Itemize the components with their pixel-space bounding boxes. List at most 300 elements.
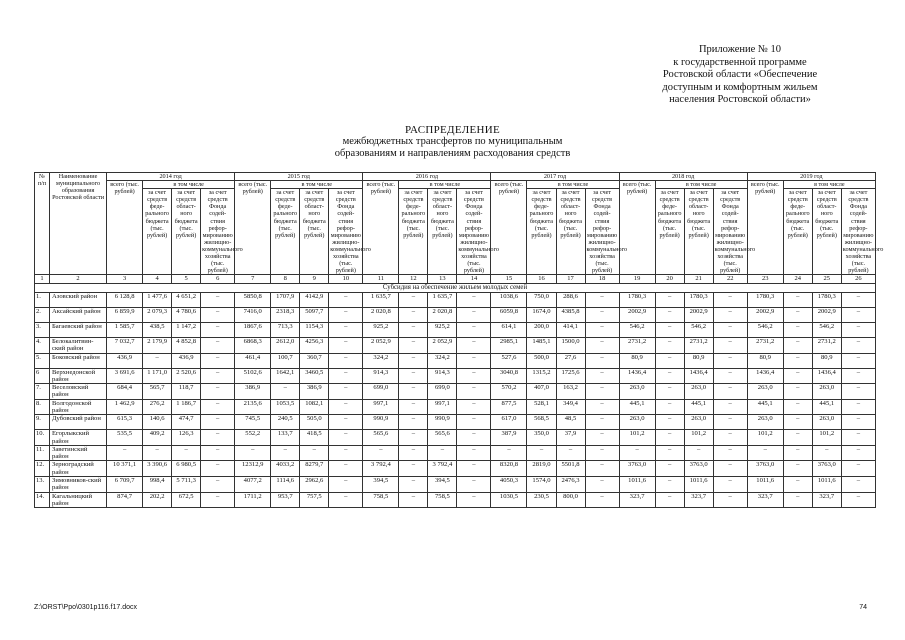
table-cell: 4256,3 (300, 337, 329, 353)
row-number: 10. (35, 430, 50, 446)
document-title (0, 124, 905, 160)
table-cell: – (585, 445, 619, 461)
table-cell: – (783, 415, 812, 430)
table-cell: – (329, 368, 363, 384)
appendix-header (645, 44, 835, 107)
municipality-name: Зимовников-ский район (50, 477, 107, 493)
table-cell: 990,9 (428, 415, 457, 430)
table-cell: – (201, 415, 235, 430)
column-number: 19 (619, 275, 655, 284)
table-cell: 414,1 (556, 322, 585, 337)
table-cell: – (713, 430, 747, 446)
table-cell: – (585, 322, 619, 337)
table-cell: – (329, 384, 363, 400)
column-number: 15 (491, 275, 527, 284)
column-number: 2 (50, 275, 107, 284)
table-cell: – (329, 399, 363, 415)
table-cell: 672,5 (172, 492, 201, 508)
table-row (35, 399, 876, 415)
federal-budget-header: за счет средств феде-рального бюджета (тыс. рублей) (399, 189, 428, 275)
total-header: всего (тыс. рублей) (491, 181, 527, 275)
table-cell: 6 859,9 (107, 307, 143, 322)
table-cell: – (783, 430, 812, 446)
table-cell: 445,1 (812, 399, 841, 415)
table-cell: – (713, 492, 747, 508)
table-cell: 2731,2 (684, 337, 713, 353)
table-cell: 2731,2 (619, 337, 655, 353)
table-cell: 3040,8 (491, 368, 527, 384)
table-cell: 565,6 (428, 430, 457, 446)
table-cell: 263,0 (747, 415, 783, 430)
table-cell: 552,2 (235, 430, 271, 446)
table-cell: 2 520,6 (172, 368, 201, 384)
table-cell: – (783, 353, 812, 368)
table-cell: 1315,2 (527, 368, 556, 384)
appendix-line-3: Ростовской области «Обеспечение (662, 69, 818, 80)
appendix-line-5: населения Ростовской области» (669, 94, 811, 105)
row-number: 6 (35, 368, 50, 384)
col-header-name: Наименование муниципального образования Ростовской области (50, 173, 107, 275)
table-cell: 80,9 (684, 353, 713, 368)
table-cell: 546,2 (747, 322, 783, 337)
table-cell: 546,2 (812, 322, 841, 337)
table-cell: – (201, 399, 235, 415)
table-cell: – (585, 461, 619, 477)
column-number: 18 (585, 275, 619, 284)
table-cell: 3 390,6 (143, 461, 172, 477)
table-cell: 1053,5 (271, 399, 300, 415)
table-cell: – (655, 384, 684, 400)
table-cell: – (399, 415, 428, 430)
regional-budget-header: за счет средств област-ного бюджета (тыс. рублей) (812, 189, 841, 275)
table-cell: 1 477,6 (143, 292, 172, 307)
table-cell: – (783, 477, 812, 493)
table-cell: 4142,9 (300, 292, 329, 307)
table-cell: 323,7 (812, 492, 841, 508)
table-row (35, 415, 876, 430)
federal-budget-header: за счет средств феде-рального бюджета (тыс. рублей) (271, 189, 300, 275)
table-cell: – (201, 368, 235, 384)
table-cell: 2 179,9 (143, 337, 172, 353)
table-cell: 2 052,9 (428, 337, 457, 353)
table-cell: 914,3 (363, 368, 399, 384)
table-cell: 1725,6 (556, 368, 585, 384)
table-cell: – (271, 384, 300, 400)
table-cell: – (329, 445, 363, 461)
table-cell: – (713, 399, 747, 415)
table-cell: 2819,0 (527, 461, 556, 477)
table-cell: 535,5 (107, 430, 143, 446)
table-cell: 445,1 (619, 399, 655, 415)
year-header: 2015 год (235, 173, 363, 181)
footer-file-path: Z:\ORST\Ppo\0301p116.f17.docx (34, 604, 137, 611)
table-cell: – (783, 461, 812, 477)
table-cell: 1574,0 (527, 477, 556, 493)
table-cell: 323,7 (684, 492, 713, 508)
table-cell: 6059,8 (491, 307, 527, 322)
table-cell: 1 635,7 (428, 292, 457, 307)
table-cell: 568,5 (527, 415, 556, 430)
table-row (35, 307, 876, 322)
table-cell: 4385,8 (556, 307, 585, 322)
table-cell: – (329, 477, 363, 493)
municipality-name: Верхнедонской район (50, 368, 107, 384)
table-cell: – (329, 307, 363, 322)
table-cell: – (399, 368, 428, 384)
table-cell: 1436,4 (619, 368, 655, 384)
municipality-name: Боковский район (50, 353, 107, 368)
table-cell: 7 032,7 (107, 337, 143, 353)
table-cell: – (585, 415, 619, 430)
table-cell: 1436,4 (812, 368, 841, 384)
table-cell: 100,7 (271, 353, 300, 368)
table-cell: 2 052,9 (363, 337, 399, 353)
table-cell: – (399, 430, 428, 446)
table-cell: – (783, 384, 812, 400)
table-cell: – (457, 492, 491, 508)
column-number: 8 (271, 275, 300, 284)
table-cell: 5097,7 (300, 307, 329, 322)
municipality-name: Веселовский район (50, 384, 107, 400)
regional-budget-header: за счет средств област-ного бюджета (тыс. рублей) (172, 189, 201, 275)
table-cell: – (329, 415, 363, 430)
table-cell: 7416,0 (235, 307, 271, 322)
table-cell: 276,2 (143, 399, 172, 415)
table-cell: – (300, 445, 329, 461)
table-cell: 1030,5 (491, 492, 527, 508)
table-cell: 3763,0 (619, 461, 655, 477)
municipality-name: Багаевский район (50, 322, 107, 337)
table-cell: 527,6 (491, 353, 527, 368)
appendix-line-1: Приложение № 10 (698, 44, 782, 55)
table-cell: – (201, 461, 235, 477)
table-cell: 4 852,8 (172, 337, 201, 353)
table-cell: 438,5 (143, 322, 172, 337)
table-cell: – (655, 399, 684, 415)
table-cell: 230,5 (527, 492, 556, 508)
table-cell: 5 711,3 (172, 477, 201, 493)
table-cell: 263,0 (619, 384, 655, 400)
table-header (35, 173, 884, 293)
table-cell: 324,2 (428, 353, 457, 368)
row-number: 1. (35, 292, 50, 307)
row-number: 2. (35, 307, 50, 322)
table-cell: – (201, 337, 235, 353)
table-cell: 757,5 (300, 492, 329, 508)
row-number: 5. (35, 353, 50, 368)
table-cell: – (655, 322, 684, 337)
table-cell: 27,6 (556, 353, 585, 368)
year-header: 2018 год (619, 173, 747, 181)
column-number: 20 (655, 275, 684, 284)
table-cell: 565,6 (363, 430, 399, 446)
fund-header: за счет средств Фонда содей-ствия рефор-мированию жилищно-коммунального хозяйства (тыс. рублей) (458, 189, 499, 275)
table-cell: – (143, 353, 172, 368)
table-row (35, 353, 876, 368)
regional-budget-header: за счет средств област-ного бюджета (тыс. рублей) (556, 189, 585, 275)
table-cell: 202,2 (143, 492, 172, 508)
table-cell: 2962,6 (300, 477, 329, 493)
table-cell: 1780,3 (619, 292, 655, 307)
table-cell: 546,2 (684, 322, 713, 337)
table-cell: – (841, 337, 875, 353)
table-cell: 3763,0 (812, 461, 841, 477)
column-number: 16 (527, 275, 556, 284)
municipality-name: Азовский район (50, 292, 107, 307)
table-cell: 3 691,6 (107, 368, 143, 384)
municipality-name: Заветинский район (50, 445, 107, 461)
table-cell: 1707,9 (271, 292, 300, 307)
table-cell: – (841, 461, 875, 477)
appendix-line-2: к государственной программе (673, 56, 807, 68)
table-cell: – (713, 384, 747, 400)
total-header: всего (тыс. рублей) (619, 181, 655, 275)
table-cell: – (201, 307, 235, 322)
table-cell: 3 792,4 (428, 461, 457, 477)
table-cell: 505,0 (300, 415, 329, 430)
table-cell: 418,5 (300, 430, 329, 446)
table-cell: 1780,3 (684, 292, 713, 307)
table-cell: 163,2 (556, 384, 585, 400)
table-cell: 2318,3 (271, 307, 300, 322)
year-header: 2019 год (747, 173, 875, 181)
column-number: 21 (684, 275, 713, 284)
table-cell: – (713, 415, 747, 430)
table-cell: – (457, 292, 491, 307)
total-header: всего (тыс. рублей) (363, 181, 399, 275)
table-cell: – (457, 415, 491, 430)
table-cell: – (527, 445, 556, 461)
fund-header: за счет средств Фонда содей-ствия рефор-мированию жилищно-коммунального хозяйства (тыс. рублей) (714, 189, 756, 275)
table-cell: – (143, 445, 172, 461)
municipality-name: Белокалитвин-ский район (50, 337, 107, 353)
row-number: 9. (35, 415, 50, 430)
table-cell: – (329, 337, 363, 353)
table-cell: – (457, 368, 491, 384)
table-cell: 713,3 (271, 322, 300, 337)
table-row (35, 337, 876, 353)
table-cell: 323,7 (747, 492, 783, 508)
column-number: 10 (329, 275, 363, 284)
table-cell: 263,0 (812, 384, 841, 400)
table-row (35, 368, 876, 384)
column-number: 17 (556, 275, 585, 284)
table-cell: – (329, 353, 363, 368)
table-cell: – (457, 384, 491, 400)
table-cell: 349,4 (556, 399, 585, 415)
distribution-table (34, 172, 884, 508)
table-cell: – (399, 445, 428, 461)
column-number: 3 (107, 275, 143, 284)
table-cell: 133,7 (271, 430, 300, 446)
table-cell: 758,5 (428, 492, 457, 508)
table-cell: 4 651,2 (172, 292, 201, 307)
table-cell: 48,5 (556, 415, 585, 430)
table-cell: – (585, 492, 619, 508)
table-cell: – (841, 415, 875, 430)
table-cell: – (491, 445, 527, 461)
table-cell: – (363, 445, 399, 461)
table-cell: 1038,6 (491, 292, 527, 307)
section-title: Субсидия на обеспечение жильем молодых семей (35, 283, 876, 292)
table-cell: 998,4 (143, 477, 172, 493)
footer-page-number: 74 (859, 604, 867, 611)
table-cell: 1 186,7 (172, 399, 201, 415)
federal-budget-header: за счет средств феде-рального бюджета (тыс. рублей) (783, 189, 812, 275)
table-row (35, 430, 876, 446)
fund-header: за счет средств Фонда содей-ствия рефор-мированию жилищно-коммунального хозяйства (тыс. рублей) (202, 189, 243, 275)
federal-budget-header: за счет средств феде-рального бюджета (тыс. рублей) (527, 189, 556, 275)
column-number: 6 (201, 275, 235, 284)
table-cell: 12312,9 (235, 461, 271, 477)
table-cell: – (783, 307, 812, 322)
row-number: 12. (35, 461, 50, 477)
table-cell: 2 079,3 (143, 307, 172, 322)
column-number: 4 (143, 275, 172, 284)
municipality-name: Кагальницкий район (50, 492, 107, 508)
table-cell: 1436,4 (684, 368, 713, 384)
column-number: 9 (300, 275, 329, 284)
table-cell: – (585, 368, 619, 384)
table-body (35, 292, 876, 507)
table-cell: – (783, 492, 812, 508)
table-cell: 6 128,8 (107, 292, 143, 307)
table-cell: 1011,6 (812, 477, 841, 493)
table-cell: 407,0 (527, 384, 556, 400)
table-cell: 409,2 (143, 430, 172, 446)
table-cell: – (655, 461, 684, 477)
table-cell: – (329, 461, 363, 477)
table-cell: – (841, 368, 875, 384)
table-cell: – (457, 477, 491, 493)
table-cell: – (841, 292, 875, 307)
table-cell: – (585, 307, 619, 322)
year-header: 2016 год (363, 173, 491, 181)
table-cell: 874,7 (107, 492, 143, 508)
table-cell: 263,0 (619, 415, 655, 430)
table-cell: – (841, 430, 875, 446)
table-cell: 528,1 (527, 399, 556, 415)
table-cell: – (783, 322, 812, 337)
table-cell: – (329, 322, 363, 337)
table-cell: – (713, 307, 747, 322)
table-cell: – (684, 445, 713, 461)
table-cell: – (655, 307, 684, 322)
table-cell: 6868,3 (235, 337, 271, 353)
table-cell: – (783, 368, 812, 384)
row-number: 11. (35, 445, 50, 461)
table-cell: 1436,4 (747, 368, 783, 384)
table-cell: – (655, 353, 684, 368)
table-cell: 546,2 (619, 322, 655, 337)
regional-budget-header: за счет средств област-ного бюджета (тыс. рублей) (300, 189, 329, 275)
table-cell: – (399, 399, 428, 415)
table-cell: 80,9 (747, 353, 783, 368)
table-cell: – (457, 399, 491, 415)
title-sub-2: образованиям и направлениям расходования средств (334, 148, 571, 159)
title-sub-1: межбюджетных трансфертов по муниципальным (342, 136, 563, 147)
table-cell: – (201, 430, 235, 446)
table-cell: – (457, 430, 491, 446)
table-cell: 1 635,7 (363, 292, 399, 307)
table-cell: 436,9 (172, 353, 201, 368)
fund-header: за счет средств Фонда содей-ствия рефор-мированию жилищно-коммунального хозяйства (тыс. рублей) (330, 189, 371, 275)
table-cell: 2135,6 (235, 399, 271, 415)
table-cell: 1011,6 (684, 477, 713, 493)
total-header: всего (тыс. рублей) (747, 181, 783, 275)
table-cell: 4 780,6 (172, 307, 201, 322)
table-cell: – (655, 477, 684, 493)
table-cell: 1114,6 (271, 477, 300, 493)
table-cell: – (399, 292, 428, 307)
table-cell: – (457, 322, 491, 337)
table-cell: – (619, 445, 655, 461)
table-cell: 1485,1 (527, 337, 556, 353)
table-cell: 3460,5 (300, 368, 329, 384)
table-cell: 1 462,9 (107, 399, 143, 415)
table-cell: 1011,6 (619, 477, 655, 493)
table-cell: 387,9 (491, 430, 527, 446)
table-cell: – (329, 492, 363, 508)
column-number: 13 (428, 275, 457, 284)
table-cell: 877,5 (491, 399, 527, 415)
table-cell: – (713, 368, 747, 384)
table-cell: – (713, 445, 747, 461)
table-cell: 2985,1 (491, 337, 527, 353)
table-cell: – (201, 322, 235, 337)
table-row (35, 445, 876, 461)
table-cell: – (841, 322, 875, 337)
table-row (35, 322, 876, 337)
table-cell: – (399, 492, 428, 508)
table-cell: – (172, 445, 201, 461)
table-cell: 140,6 (143, 415, 172, 430)
including-header: в том числе (143, 181, 235, 189)
municipality-name: Егорлыкский район (50, 430, 107, 446)
table-cell: 1 171,0 (143, 368, 172, 384)
table-cell: 1 585,7 (107, 322, 143, 337)
table-cell: – (655, 445, 684, 461)
table-cell: 126,3 (172, 430, 201, 446)
table-cell: 990,9 (363, 415, 399, 430)
table-row (35, 492, 876, 508)
column-number: 1 (35, 275, 50, 284)
total-header: всего (тыс. рублей) (235, 181, 271, 275)
appendix-line-4: доступным и комфортным жильем (662, 81, 818, 93)
including-header: в том числе (783, 181, 875, 189)
table-cell: – (841, 307, 875, 322)
table-cell: – (399, 477, 428, 493)
table-cell: – (457, 337, 491, 353)
municipality-name: Дубовский район (50, 415, 107, 430)
table-cell: 3 792,4 (363, 461, 399, 477)
table-cell: 101,2 (812, 430, 841, 446)
table-cell: 200,0 (527, 322, 556, 337)
table-cell: – (329, 292, 363, 307)
table-cell: – (713, 353, 747, 368)
table-cell: 101,2 (684, 430, 713, 446)
table-cell: 3763,0 (684, 461, 713, 477)
row-number: 8. (35, 399, 50, 415)
table-cell: – (747, 445, 783, 461)
table-cell: – (585, 337, 619, 353)
column-number: 5 (172, 275, 201, 284)
table-cell: 1154,3 (300, 322, 329, 337)
table-cell: 2002,9 (619, 307, 655, 322)
table-cell: 699,0 (363, 384, 399, 400)
table-cell: 2612,0 (271, 337, 300, 353)
table-cell: 8320,8 (491, 461, 527, 477)
